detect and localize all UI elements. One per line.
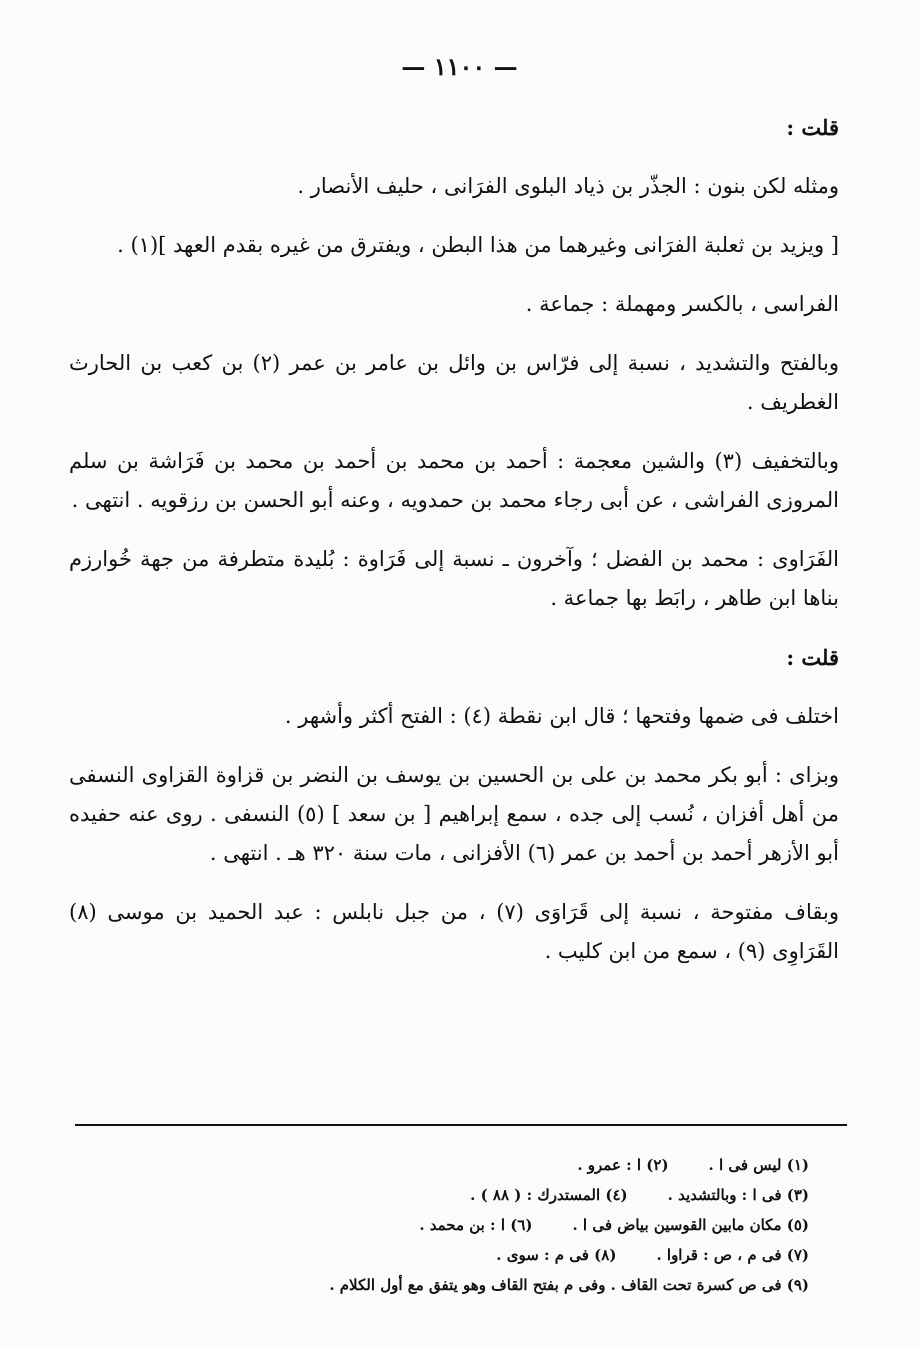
footnote: (٥) مكان مابين القوسين بياض فى ا .: [572, 1216, 809, 1234]
footnote: (٩) فى ص كسرة تحت القاف . وفى م بفتح القاف وهو يتفق مع أول الكلام .: [329, 1276, 809, 1294]
paragraph: وبالتخفيف (٣) والشين معجمة : أحمد بن محمد بن أحمد بن محمد بن فَرَاشة بن سلم المروزى الفراشى ، عن أبى رجاء محمد بن حمدويه ، وعنه أبو الحسن بن رزقويه . انتهى .: [69, 449, 840, 512]
paragraph: الفَرَاوى : محمد بن الفضل ؛ وآخرون ـ نسبة إلى فَرَاوة : بُليدة متطرفة من جهة خُوارزم بناها ابن طاهر ، رابَط بها جماعة .: [69, 547, 839, 610]
paragraph: اختلف فى ضمها وفتحها ؛ قال ابن نقطة (٤) : الفتح أكثر وأشهر .: [284, 704, 839, 728]
footnote-row: [149, 1150, 809, 1180]
heading-qultu: قلت :: [786, 645, 839, 670]
paragraph: وبقاف مفتوحة ، نسبة إلى قَرَاوَى (٧) ، من جبل نابلس : عبد الحميد بن موسى (٨) القَرَاوِى (٩) ، سمع من ابن كليب .: [69, 900, 840, 963]
footnote-row: [149, 1210, 809, 1240]
paragraph: الفراسى ، بالكسر ومهملة : جماعة .: [525, 292, 839, 316]
footnote: (٤) المستدرك : ( ٨٨ ) .: [470, 1186, 628, 1204]
paragraph: وبالفتح والتشديد ، نسبة إلى فرّاس بن وائل بن عامر بن عمر (٢) بن كعب بن الحارث الغطريف .: [69, 351, 840, 414]
footnote-row: [149, 1270, 809, 1300]
footnote-row: [149, 1240, 809, 1270]
footnote: (٢) ا : عمرو .: [577, 1156, 669, 1174]
page-number: — ١١٠٠ —: [401, 52, 518, 81]
footnote-row: [149, 1180, 809, 1210]
footnote: (١) ليس فى ا .: [708, 1156, 809, 1174]
footnote: (٧) فى م ، ص : قراوا .: [656, 1246, 809, 1264]
footnote: (٨) فى م : سوى .: [496, 1246, 617, 1264]
paragraph: ومثله لكن بنون : الجذّر بن ذياد البلوى الفرَانى ، حليف الأنصار .: [297, 174, 839, 198]
footnote: (٦) ا : بن محمد .: [419, 1216, 533, 1234]
footnote: (٣) فى ا : وبالتشديد .: [667, 1186, 809, 1204]
footnote-divider: [75, 1124, 847, 1126]
paragraph: [ ويزيد بن ثعلبة الفرَانى وغيرهما من هذا البطن ، ويفترق من غيره بقدم العهد ](١) .: [117, 233, 839, 257]
heading-qultu: قلت :: [786, 115, 839, 140]
paragraph: وبزاى : أبو بكر محمد بن على بن الحسين بن يوسف بن النضر بن قزاوة القزاوى النسفى من أهل أفزان ، نُسب إلى جده ، سمع إبراهيم [ بن سعد ] (٥) النسفى . روى عنه حفيده أبو الأزهر أحمد بن أحمد بن عمر (٦) الأفزانى ، مات سنة ٣٢٠ هـ . انتهى .: [69, 763, 839, 865]
main-text: [69, 108, 839, 991]
footnotes: [149, 1150, 809, 1300]
